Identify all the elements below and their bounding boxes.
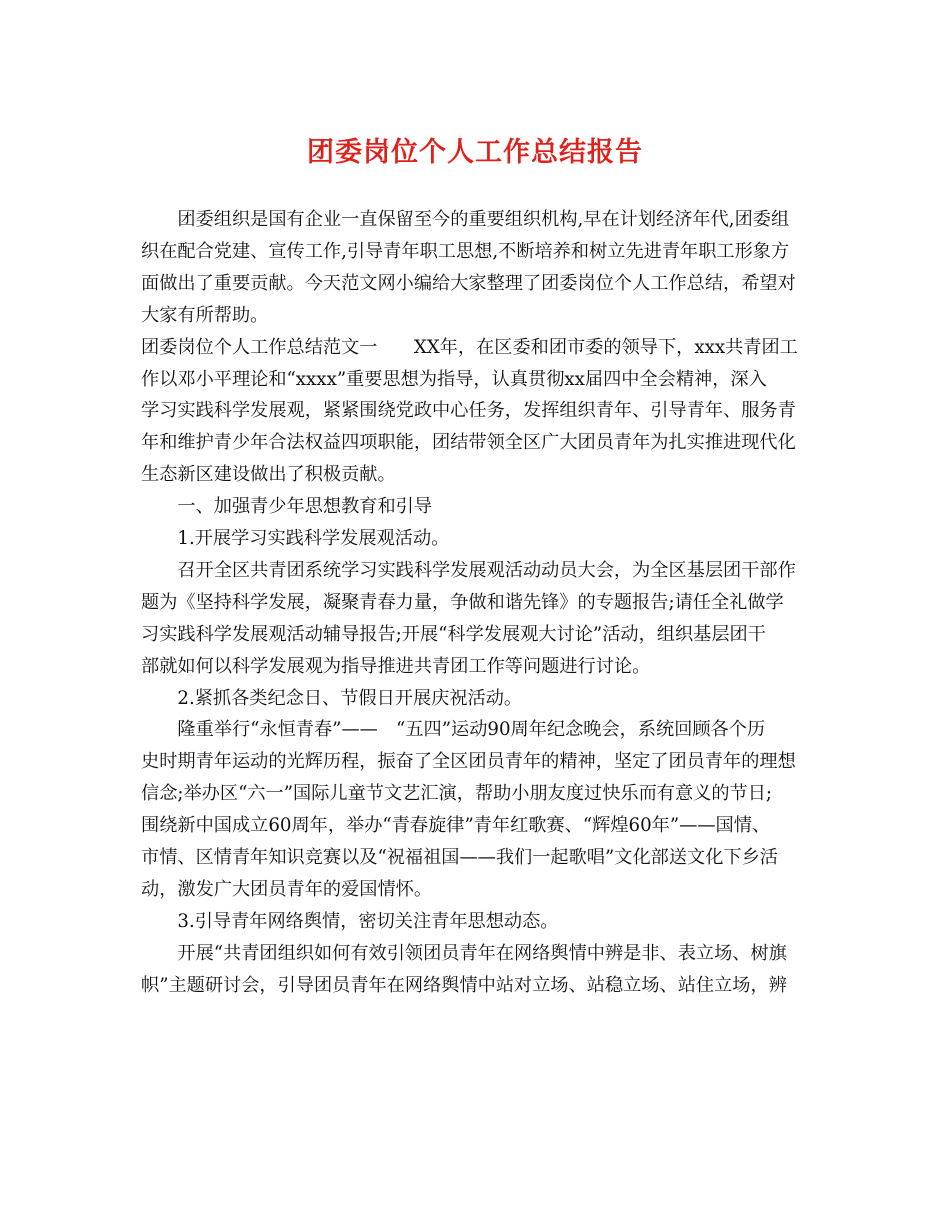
document-title: 团委岗位个人工作总结报告 [307,137,643,168]
text-line: 召开全区共青团系统学习实践科学发展观活动动员大会，为全区基层团干部作 [141,559,796,581]
text-line: 3.引导青年网络舆情，密切关注青年思想动态。 [141,910,559,932]
text-line: 隆重举行“永恒青春”—— “五四”运动90周年纪念晚会，系统回顾各个历 [141,719,766,741]
text-line: 2.紧抓各类纪念日、节假日开展庆祝活动。 [141,687,523,709]
text-line: 动，激发广大团员青年的爱国情怀。 [141,878,433,900]
text-line: 信念;举办区“六一”国际儿童节文艺汇演，帮助小朋友度过快乐而有意义的节日; [141,783,773,805]
text-line: 生态新区建设做出了积极贡献。 [141,464,396,486]
text-line: 大家有所帮助。 [141,304,269,326]
text-line: 习实践科学发展观活动辅导报告;开展“科学发展观大讨论”活动，组织基层团干 [141,623,766,645]
text-line: 作以邓小平理论和“xxxx”重要思想为指导，认真贯彻xx届四中全会精神，深入 [141,368,767,390]
text-line: 面做出了重要贡献。今天范文网小编给大家整理了团委岗位个人工作总结，希望对 [141,272,796,294]
text-line: 围绕新中国成立60周年，举办“青春旋律”青年红歌赛、“辉煌60年”——国情、 [141,815,771,837]
text-line: 帜”主题研讨会，引导团员青年在网络舆情中站对立场、站稳立场、站住立场，辨 [141,974,787,996]
text-line: 史时期青年运动的光辉历程，振奋了全区团员青年的精神，坚定了团员青年的理想 [141,751,796,773]
text-line: 织在配合党建、宣传工作,引导青年职工思想,不断培养和树立先进青年职工形象方 [141,240,790,262]
text-line: 题为《坚持科学发展，凝聚青春力量，争做和谐先锋》的专题报告;请任全礼做学 [141,591,784,613]
text-line: 一、加强青少年思想教育和引导 [141,496,433,518]
text-line: 年和维护青少年合法权益四项职能，团结带领全区广大团员青年为扎实推进现代化 [141,432,796,454]
text-line: 部就如何以科学发展观为指导推进共青团工作等问题进行讨论。 [141,655,651,677]
text-line: 学习实践科学发展观，紧紧围绕党政中心任务，发挥组织青年、引导青年、服务青 [141,400,796,422]
text-line: 1.开展学习实践科学发展观活动。 [141,528,450,549]
text-line: 开展“共青团组织如何有效引领团员青年在网络舆情中辨是非、表立场、树旗 [141,942,787,964]
text-line: 团委组织是国有企业一直保留至今的重要组织机构,早在计划经济年代,团委组 [141,209,790,230]
text-line: 市情、区情青年知识竞赛以及“祝福祖国——我们一起歌唱”文化部送文化下乡活 [141,847,778,868]
text-line: 团委岗位个人工作总结范文一 XX年，在区委和团市委的领导下，xxx共青团工 [141,336,798,358]
